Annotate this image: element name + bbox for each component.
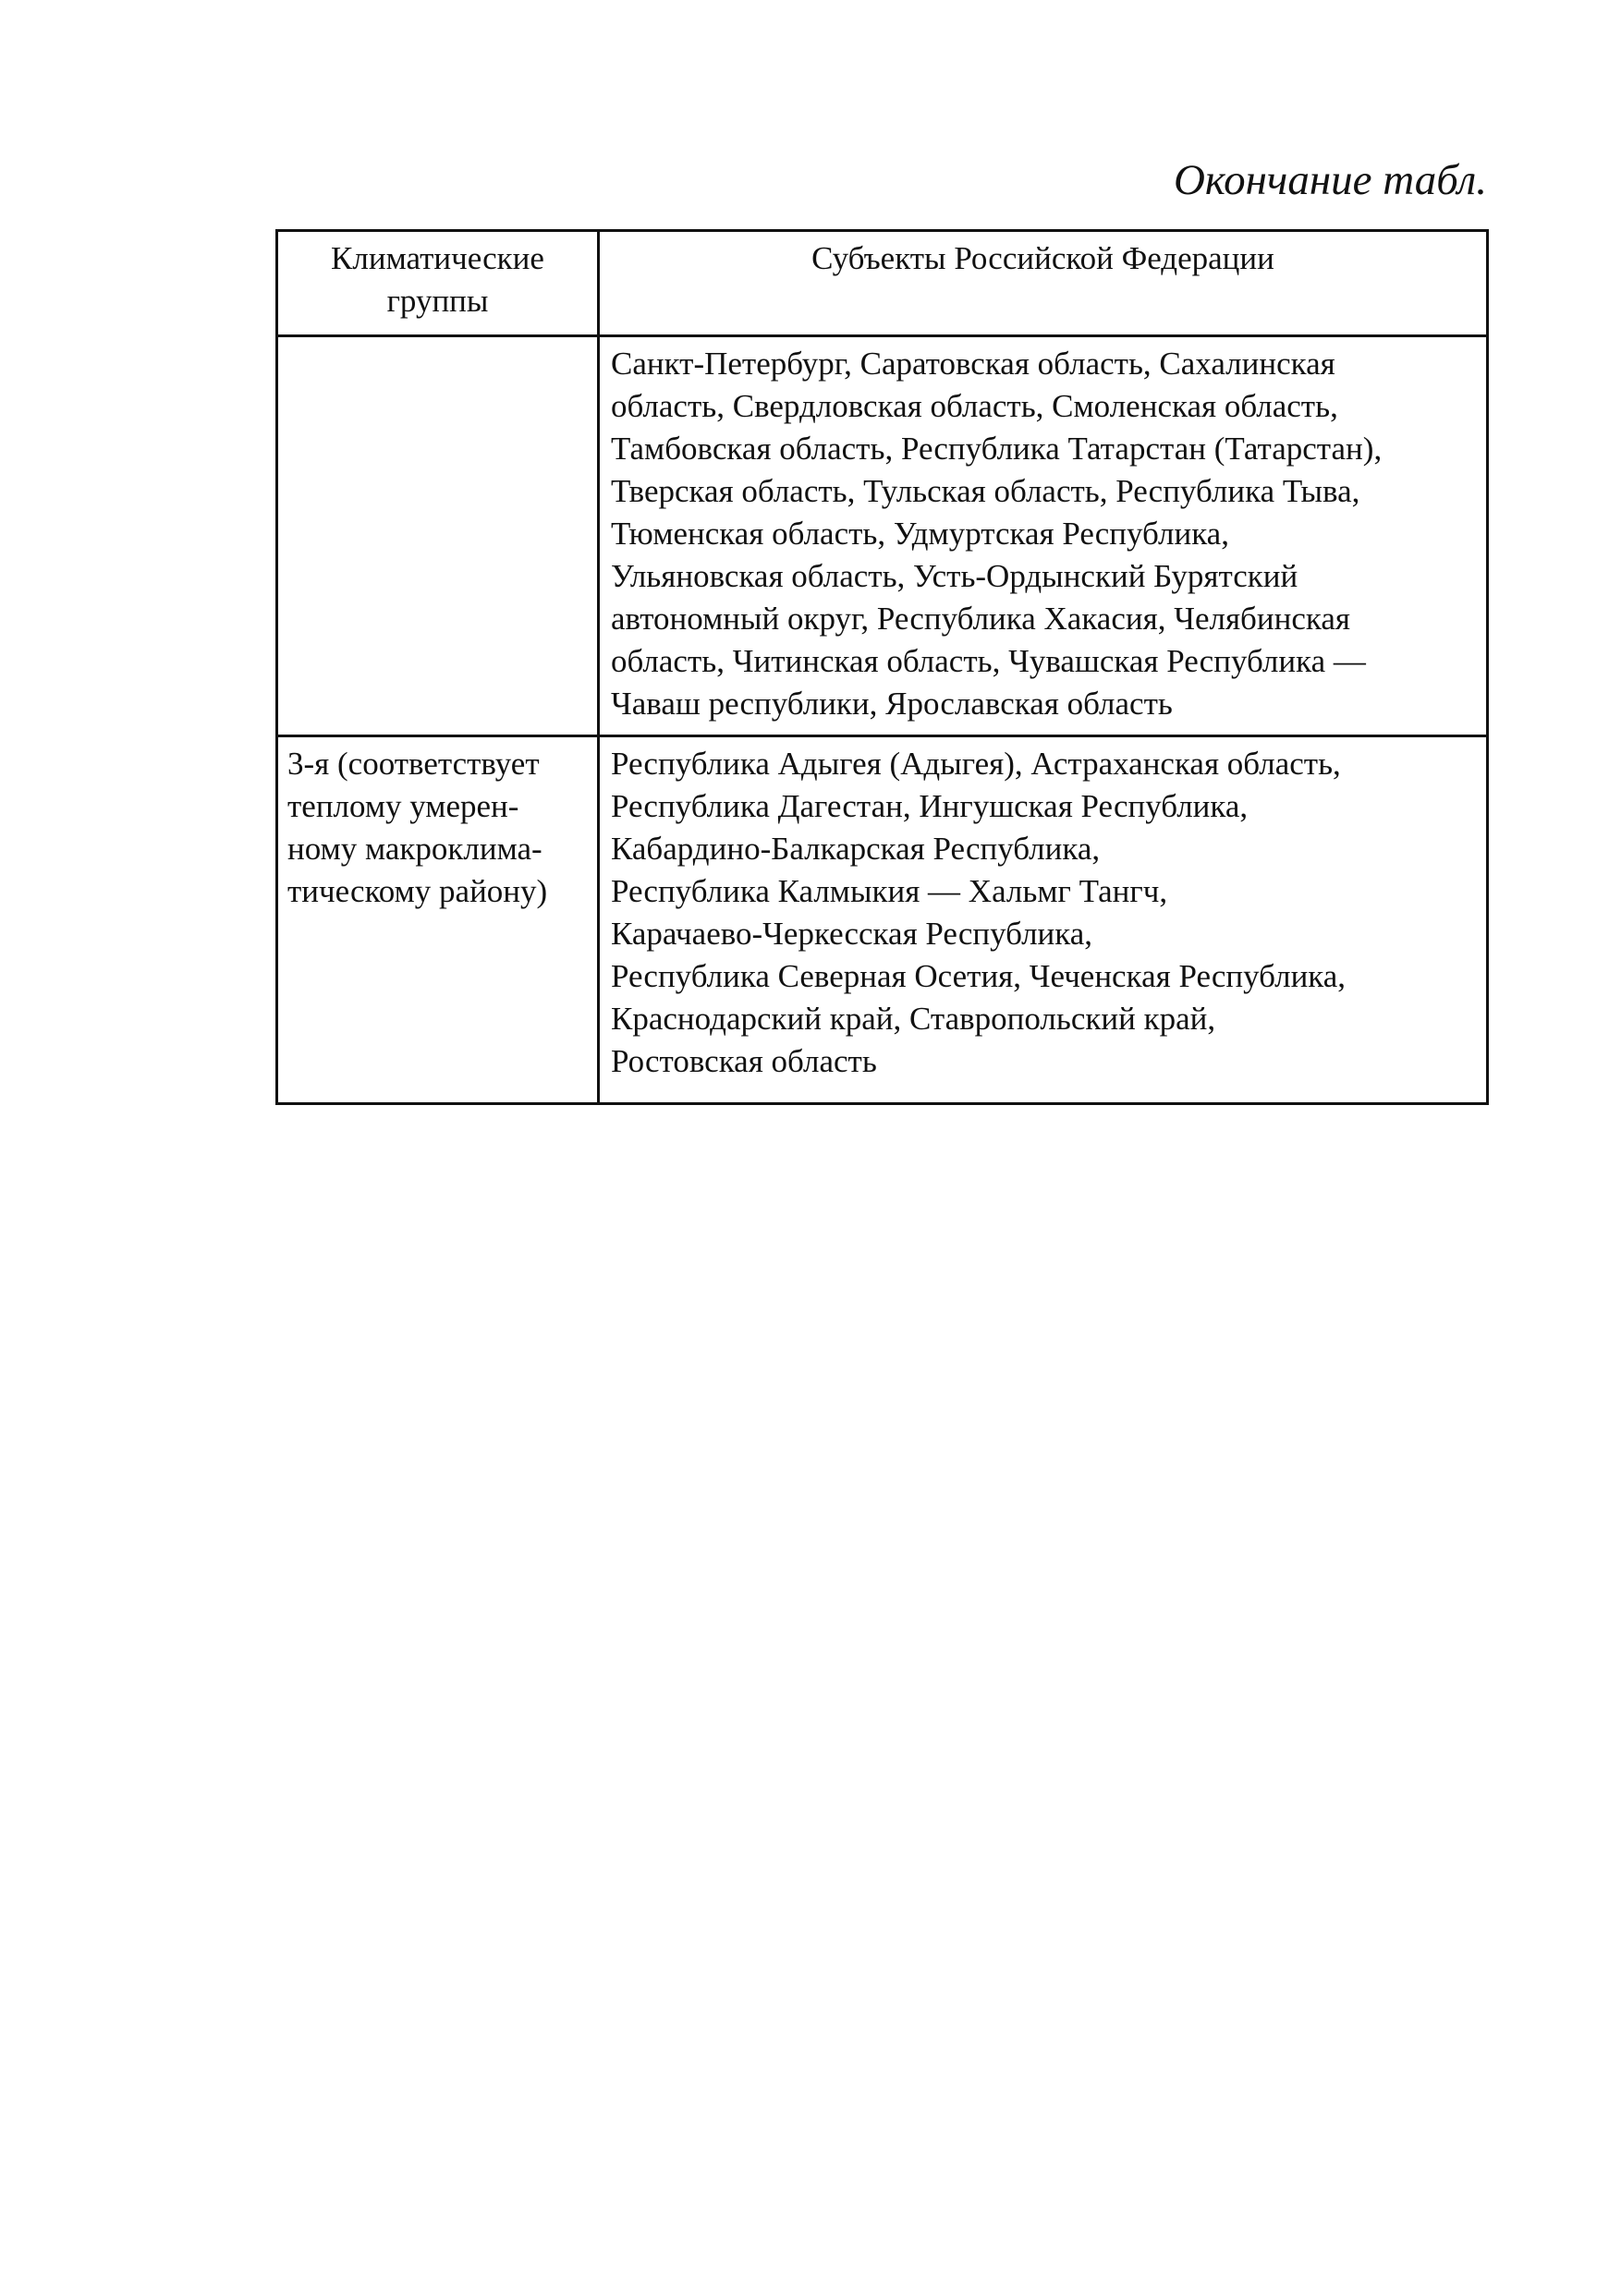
subjects-line: Кабардино-Балкарская Республика, xyxy=(611,831,1101,867)
subjects-cell xyxy=(599,336,1488,736)
climate-groups-table xyxy=(275,229,1486,1105)
climate-group-line: 3-я (соответствует xyxy=(287,746,540,782)
subjects-line: Республика Северная Осетия, Чеченская Республика, xyxy=(611,958,1347,994)
header-climate-groups-line-2: группы xyxy=(386,283,489,319)
subjects-line: Ростовская область xyxy=(611,1043,877,1079)
header-climate-groups-line-1: Климатические xyxy=(331,240,544,276)
subjects-line: Краснодарский край, Ставропольский край, xyxy=(611,1001,1216,1037)
table-header-row xyxy=(277,231,1488,336)
subjects-line: Тамбовская область, Республика Татарстан (Татарстан), xyxy=(611,431,1383,467)
table-row xyxy=(277,336,1488,736)
header-federation-subjects: Субъекты Российской Федерации xyxy=(599,231,1488,336)
subjects-cell xyxy=(599,736,1488,1104)
table-row xyxy=(277,736,1488,1104)
subjects-line: Ульяновская область, Усть-Ордынский Бурятский xyxy=(611,558,1298,594)
subjects-line: Карачаево-Черкесская Республика, xyxy=(611,916,1093,952)
climate-group-line: ному макроклима- xyxy=(287,831,542,867)
subjects-line: область, Свердловская область, Смоленская область, xyxy=(611,388,1338,424)
climate-group-cell-empty xyxy=(277,336,599,736)
subjects-line: автономный округ, Республика Хакасия, Челябинская xyxy=(611,601,1350,637)
climate-group-line: теплому умерен- xyxy=(287,788,519,824)
subjects-line: Чаваш республики, Ярославская область xyxy=(611,686,1173,722)
subjects-line: Республика Калмыкия — Хальмг Тангч, xyxy=(611,873,1168,909)
subjects-line: Республика Адыгея (Адыгея), Астраханская область, xyxy=(611,746,1341,782)
header-climate-groups xyxy=(277,231,599,336)
subjects-line: Республика Дагестан, Ингушская Республика, xyxy=(611,788,1249,824)
subjects-line: Санкт-Петербург, Саратовская область, Сахалинская xyxy=(611,346,1335,382)
climate-group-line: тическому району) xyxy=(287,873,548,909)
subjects-line: Тверская область, Тульская область, Республика Тыва, xyxy=(611,473,1360,509)
climate-table xyxy=(275,229,1489,1105)
subjects-line: Тюменская область, Удмуртская Республика, xyxy=(611,516,1229,552)
subjects-line: область, Читинская область, Чувашская Республика — xyxy=(611,643,1366,679)
climate-group-cell xyxy=(277,736,599,1104)
table-continuation-caption: Окончание табл. xyxy=(1173,156,1487,204)
